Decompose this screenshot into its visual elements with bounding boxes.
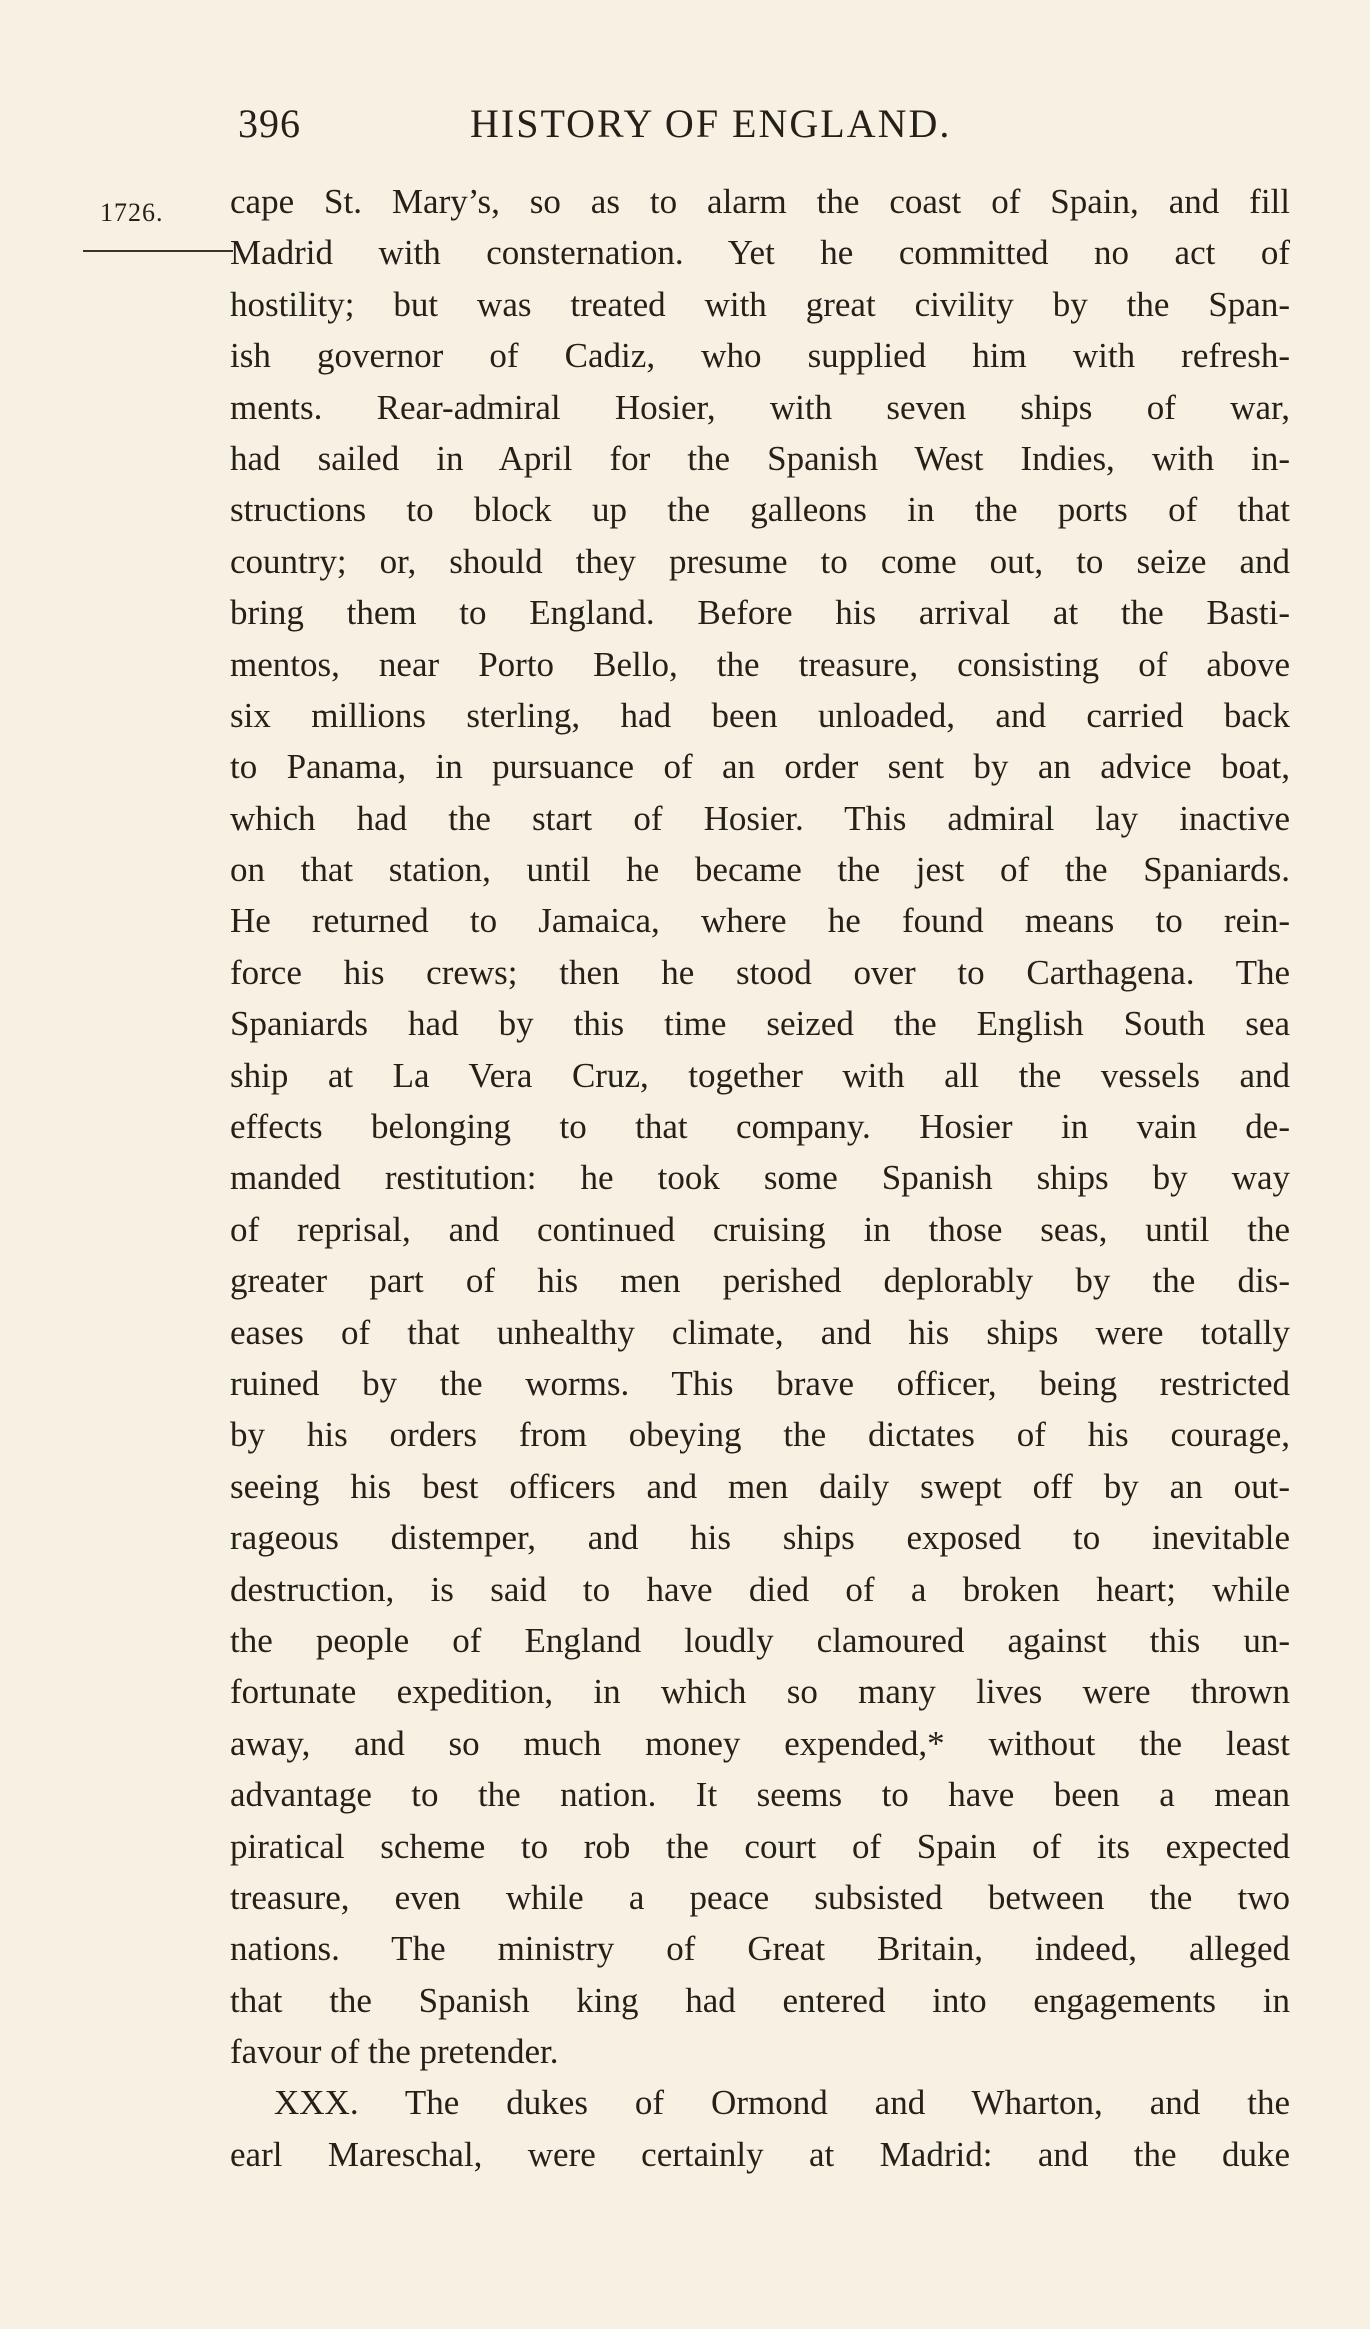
text-line: ruined by the worms. This brave officer, being restricted — [230, 1363, 1290, 1403]
text-line: earl Mareschal, were certainly at Madrid: and the duke — [230, 2134, 1290, 2174]
text-line: which had the start of Hosier. This admiral lay inactive — [230, 798, 1290, 838]
text-line: ments. Rear-admiral Hosier, with seven ships of war, — [230, 387, 1290, 427]
body-text — [230, 176, 1290, 2180]
text-line: hostility; but was treated with great civility by the Span- — [230, 284, 1290, 324]
text-line: country; or, should they presume to come out, to seize and — [230, 541, 1290, 581]
text-line: He returned to Jamaica, where he found means to rein- — [230, 901, 1290, 941]
text-line: on that station, until he became the jest of the Spaniards. — [230, 850, 1290, 890]
page-number: 396 — [238, 101, 301, 146]
text-line: rageous distemper, and his ships exposed to inevitable — [230, 1518, 1290, 1558]
text-line: had sailed in April for the Spanish West Indies, with in- — [230, 438, 1290, 478]
text-line: XXX. The dukes of Ormond and Wharton, and the — [274, 2083, 1290, 2123]
text-line: destruction, is said to have died of a broken heart; while — [230, 1569, 1290, 1609]
text-line: six millions sterling, had been unloaded, and carried back — [230, 695, 1290, 735]
text-line: Spaniards had by this time seized the English South sea — [230, 1004, 1290, 1044]
text-line: ish governor of Cadiz, who supplied him with refresh- — [230, 336, 1290, 376]
text-line: force his crews; then he stood over to Carthagena. The — [230, 952, 1290, 992]
text-line: by his orders from obeying the dictates of his courage, — [230, 1415, 1290, 1455]
text-line: cape St. Mary’s, so as to alarm the coast of Spain, and fill — [230, 182, 1290, 221]
page-header — [230, 100, 1060, 160]
text-line: manded restitution: he took some Spanish ships by way — [230, 1158, 1290, 1198]
text-line: advantage to the nation. It seems to have been a mean — [230, 1775, 1290, 1815]
text-line: mentos, near Porto Bello, the treasure, consisting of above — [230, 644, 1290, 684]
text-line: piratical scheme to rob the court of Spain of its expected — [230, 1826, 1290, 1866]
text-line: to Panama, in pursuance of an order sent by an advice boat, — [230, 747, 1290, 787]
text-line: treasure, even while a peace subsisted between the two — [230, 1877, 1290, 1917]
text-line: effects belonging to that company. Hosier in vain de- — [230, 1107, 1290, 1147]
text-line: fortunate expedition, in which so many lives were thrown — [230, 1672, 1290, 1712]
text-line: greater part of his men perished deplorably by the dis- — [230, 1261, 1290, 1301]
text-line: bring them to England. Before his arrival at the Basti- — [230, 593, 1290, 633]
text-line: that the Spanish king had entered into engagements in — [230, 1980, 1290, 2020]
text-line: structions to block up the galleons in the ports of that — [230, 490, 1290, 530]
text-line: seeing his best officers and men daily swept off by an out- — [230, 1466, 1290, 1506]
text-line: favour of the pretender. — [230, 2032, 559, 2072]
text-line: away, and so much money expended,* without the least — [230, 1723, 1290, 1763]
margin-rule — [83, 250, 233, 252]
margin-year: 1726. — [100, 198, 164, 227]
text-line: eases of that unhealthy climate, and his ships were totally — [230, 1312, 1290, 1352]
text-line: the people of England loudly clamoured against this un- — [230, 1620, 1290, 1660]
text-line: ship at La Vera Cruz, together with all the vessels and — [230, 1055, 1290, 1095]
text-line: of reprisal, and continued cruising in those seas, until the — [230, 1209, 1290, 1249]
text-line: nations. The ministry of Great Britain, indeed, alleged — [230, 1929, 1290, 1969]
running-title: HISTORY OF ENGLAND. — [470, 101, 952, 146]
text-line: Madrid with consternation. Yet he committed no act of — [230, 233, 1290, 273]
